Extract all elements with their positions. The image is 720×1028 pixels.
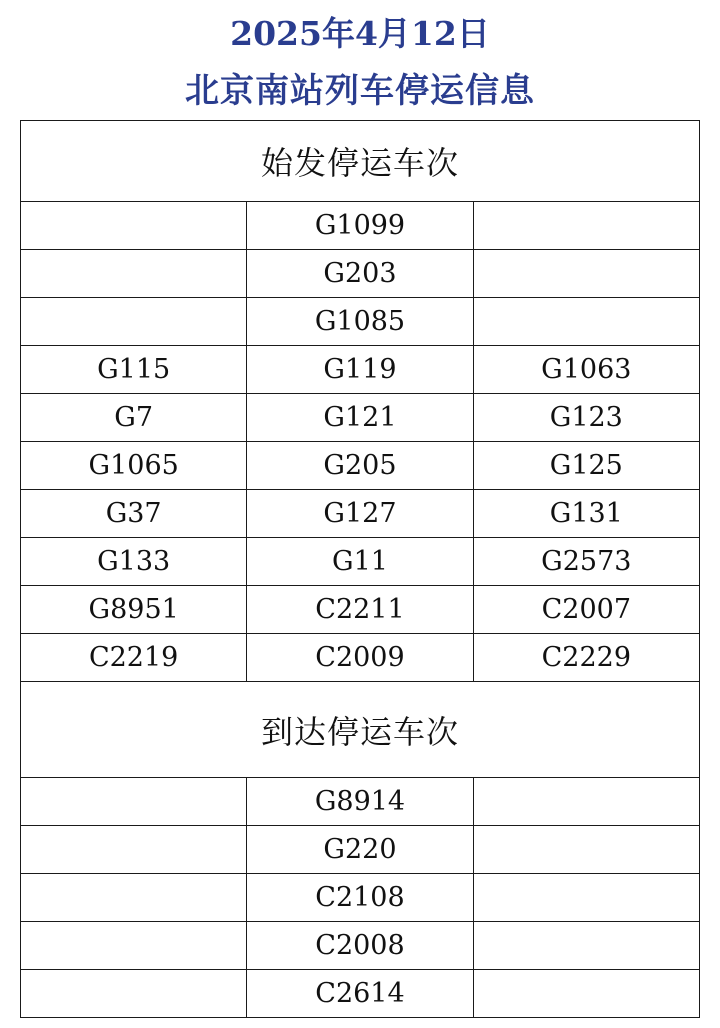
train-number-cell: C2108 [247, 874, 473, 922]
train-number-cell: G11 [247, 538, 473, 586]
table-row [21, 394, 700, 442]
train-number-cell: C2229 [473, 634, 699, 682]
train-number-cell: C2219 [21, 634, 247, 682]
train-number-cell: G1065 [21, 442, 247, 490]
departures-heading: 始发停运车次 [21, 121, 700, 202]
table-row [21, 778, 700, 826]
blurred-cell [473, 202, 699, 250]
blurred-cell [473, 778, 699, 826]
blurred-cell [21, 970, 247, 1018]
arrivals-heading: 到达停运车次 [21, 682, 700, 778]
blurred-cell [21, 826, 247, 874]
train-number-cell: C2211 [247, 586, 473, 634]
train-number-cell: G131 [473, 490, 699, 538]
train-number-cell: G1085 [247, 298, 473, 346]
train-number-cell: G125 [473, 442, 699, 490]
train-number-cell: G203 [247, 250, 473, 298]
notice-title: 北京南站列车停运信息 [185, 71, 535, 111]
blurred-cell [21, 250, 247, 298]
table-row [21, 922, 700, 970]
train-number-cell: G115 [21, 346, 247, 394]
blurred-cell [21, 202, 247, 250]
table-row [21, 970, 700, 1018]
blurred-cell [21, 298, 247, 346]
train-number-cell: G220 [247, 826, 473, 874]
table-row [21, 250, 700, 298]
blurred-cell [473, 826, 699, 874]
blurred-cell [473, 922, 699, 970]
train-number-cell: G8951 [21, 586, 247, 634]
table-row [21, 826, 700, 874]
train-number-cell: G133 [21, 538, 247, 586]
train-number-cell: C2007 [473, 586, 699, 634]
table-row [21, 874, 700, 922]
blurred-cell [21, 922, 247, 970]
train-number-cell: G8914 [247, 778, 473, 826]
blurred-cell [473, 298, 699, 346]
train-number-cell: G123 [473, 394, 699, 442]
train-number-cell: G2573 [473, 538, 699, 586]
notice-date: 2025年4月12日 [230, 14, 490, 53]
table-row [21, 490, 700, 538]
blurred-cell [473, 250, 699, 298]
train-number-cell: C2009 [247, 634, 473, 682]
table-row [21, 298, 700, 346]
table-row [21, 634, 700, 682]
train-number-cell: G7 [21, 394, 247, 442]
train-number-cell: G1099 [247, 202, 473, 250]
blurred-cell [473, 874, 699, 922]
table-row [21, 346, 700, 394]
table-row [21, 586, 700, 634]
train-number-cell: G205 [247, 442, 473, 490]
train-number-cell: G1063 [473, 346, 699, 394]
arrivals-heading-row [21, 682, 700, 778]
train-number-cell: C2008 [247, 922, 473, 970]
blurred-cell [473, 970, 699, 1018]
train-number-cell: G127 [247, 490, 473, 538]
train-number-cell: G119 [247, 346, 473, 394]
train-number-cell: C2614 [247, 970, 473, 1018]
table-row [21, 538, 700, 586]
table-row [21, 442, 700, 490]
suspension-table [20, 120, 700, 1018]
blurred-cell [21, 874, 247, 922]
blurred-cell [21, 778, 247, 826]
departures-heading-row [21, 121, 700, 202]
table-row [21, 202, 700, 250]
train-number-cell: G37 [21, 490, 247, 538]
train-number-cell: G121 [247, 394, 473, 442]
